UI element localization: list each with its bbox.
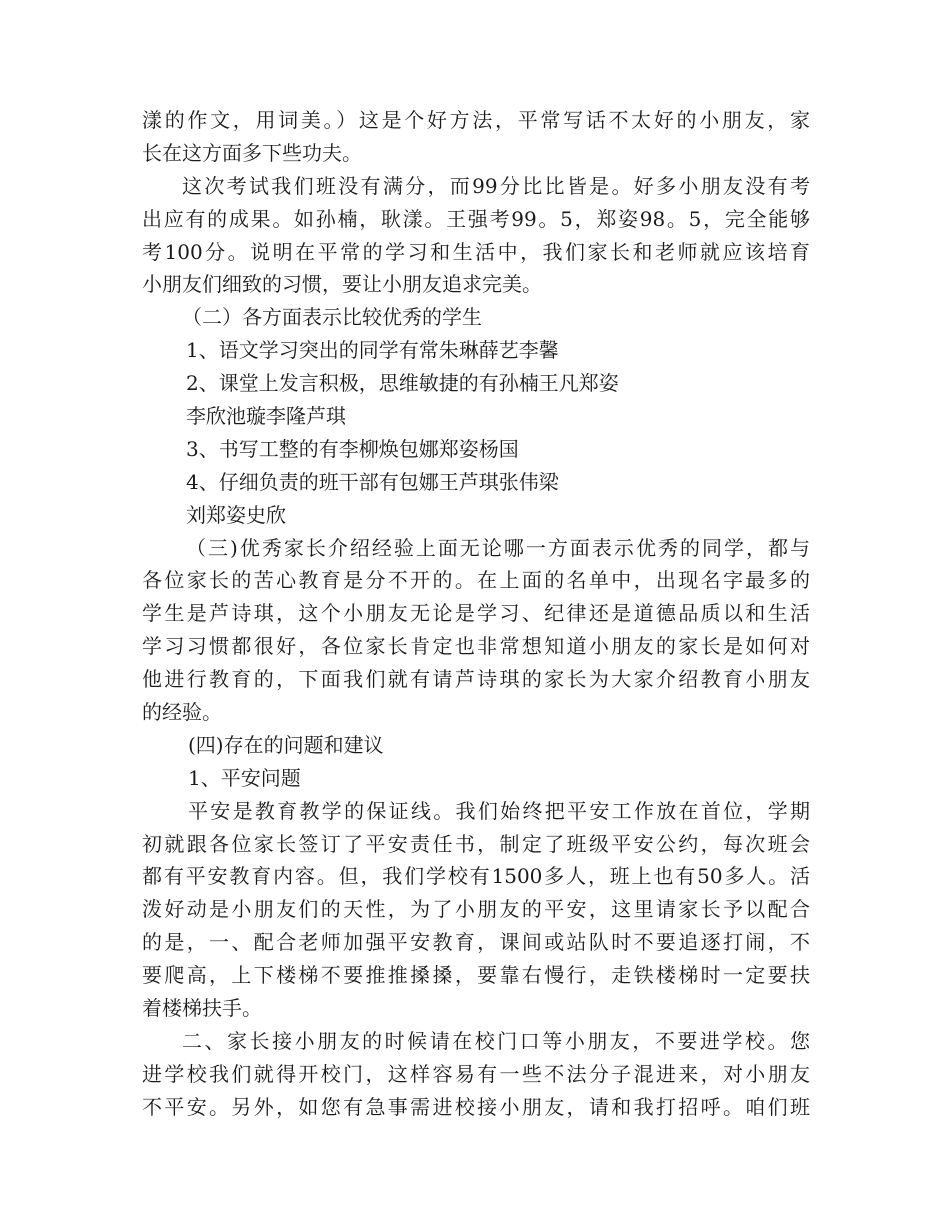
text-line: 小朋友们细致的习惯，要让小朋友追求完美。	[142, 272, 542, 297]
text-line: 他进行教育的，下面我们就有请芦诗琪的家长为大家介绍教育小朋友	[142, 667, 810, 692]
text-line: 进学校我们就得开校门，这样容易有一些不法分子混进来，对小朋友	[142, 1061, 810, 1086]
text-line: 这次考试我们班没有满分，而99分比比皆是。好多小朋友没有考	[182, 173, 810, 198]
text-line: 平安是教育教学的保证线。我们始终把平安工作放在首位，学期	[188, 798, 810, 823]
list-item: 1、语文学习突出的同学有常朱琳薛艺李馨	[186, 338, 559, 363]
list-item: 4、仔细负责的班干部有包娜王芦琪张伟梁	[186, 469, 559, 494]
list-item-continuation: 刘郑姿史欣	[186, 502, 286, 527]
text-line: 各位家长的苦心教育是分不开的。在上面的名单中，出现名字最多的	[142, 568, 810, 593]
text-line: 长在这方面多下些功夫。	[142, 140, 362, 165]
text-line: 着楼梯扶手。	[142, 996, 262, 1021]
text-line: 初就跟各位家长签订了平安责任书，制定了班级平安公约，每次班会	[142, 831, 810, 856]
text-line: 学生是芦诗琪，这个小朋友无论是学习、纪律还是道德品质以和生活	[142, 601, 810, 626]
section-heading: （二）各方面表示比较优秀的学生	[182, 305, 482, 330]
text-line: 漾的作文，用词美。）这是个好方法，平常写话不太好的小朋友，家	[142, 108, 810, 132]
list-item-continuation: 李欣池璇李隆芦琪	[186, 404, 346, 429]
text-line: 不平安。另外，如您有急事需进校接小朋友，请和我打招呼。咱们班	[142, 1094, 810, 1119]
text-line: 的经验。	[142, 700, 222, 725]
text-line: 的是，一、配合老师加强平安教育，课间或站队时不要追逐打闹，不	[142, 930, 810, 955]
section-heading: (四)存在的问题和建议	[188, 732, 384, 757]
list-item: 3、书写工整的有李柳焕包娜郑姿杨国	[186, 436, 519, 461]
list-item: 2、课堂上发言积极，思维敏捷的有孙楠王凡郑姿	[186, 371, 619, 396]
subsection-heading: 1、平安问题	[188, 765, 301, 790]
text-line: 都有平安教育内容。但，我们学校有1500多人，班上也有50多人。活	[142, 864, 810, 889]
text-line: 泼好动是小朋友们的天性，为了小朋友的平安，这里请家长予以配合	[142, 897, 810, 922]
document-body	[142, 104, 810, 1124]
text-line: 二、家长接小朋友的时候请在校门口等小朋友，不要进学校。您	[182, 1028, 810, 1053]
text-line: 出应有的成果。如孙楠，耿漾。王强考99。5，郑姿98。5，完全能够	[142, 206, 810, 231]
text-line: 学习习惯都很好，各位家长肯定也非常想知道小朋友的家长是如何对	[142, 634, 810, 659]
section-heading-paragraph: （三)优秀家长介绍经验上面无论哪一方面表示优秀的同学，都与	[186, 535, 810, 560]
text-line: 考100分。说明在平常的学习和生活中，我们家长和老师就应该培育	[142, 239, 810, 264]
text-line: 要爬高，上下楼梯不要推推搡搡，要靠右慢行，走铁楼梯时一定要扶	[142, 963, 810, 988]
